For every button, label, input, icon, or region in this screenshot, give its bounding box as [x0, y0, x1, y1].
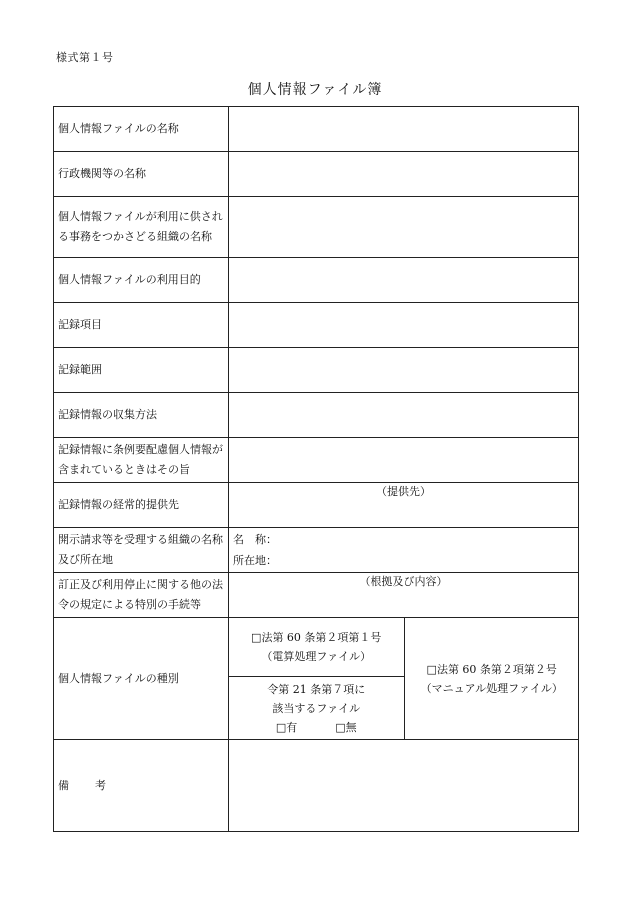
file-kind-cell: [229, 618, 579, 740]
table-row: [54, 258, 579, 303]
recipient-note: （提供先）: [376, 485, 431, 498]
contact-value-cell[interactable]: [229, 528, 579, 573]
article-21-line2: 該当するファイル: [272, 701, 361, 715]
row-label: 個人情報ファイルの利用目的: [54, 258, 229, 303]
row-label: 個人情報ファイルが利用に供される事務をつかさどる組織の名称: [54, 197, 229, 258]
organization-value-cell[interactable]: [229, 197, 579, 258]
manual-file-option[interactable]: [404, 618, 579, 739]
table-row: [54, 483, 579, 528]
sensitive-info-value-cell[interactable]: [229, 438, 579, 483]
row-label: 訂正及び利用停止に関する他の法令の規定による特別の手続等: [54, 573, 229, 618]
article-21-subsection: [229, 677, 404, 740]
article-21-line1: 令第 21 条第７項に: [267, 682, 366, 696]
row-label: 個人情報ファイルの種別: [54, 618, 229, 740]
special-procedure-note: （根拠及び内容）: [359, 575, 448, 588]
remarks-label: [54, 740, 229, 832]
agency-name-value-cell[interactable]: [229, 152, 579, 197]
row-label: 行政機関等の名称: [54, 152, 229, 197]
table-row: [54, 197, 579, 258]
file-kind-table: [229, 618, 579, 739]
row-label: 開示請求等を受理する組織の名称及び所在地: [54, 528, 229, 573]
table-row: [54, 152, 579, 197]
file-name-value-cell[interactable]: [229, 107, 579, 152]
no-checkbox[interactable]: □無: [335, 720, 357, 734]
electronic-file-caption: （電算処理ファイル）: [261, 650, 372, 663]
yes-checkbox[interactable]: □有: [275, 720, 298, 734]
table-row: [54, 107, 579, 152]
recipient-value-cell[interactable]: [229, 483, 579, 528]
remarks-label-1: 備: [58, 778, 69, 792]
record-scope-value-cell[interactable]: [229, 348, 579, 393]
page-title: 個人情報ファイル簿: [247, 82, 383, 98]
address-label: 所在地：: [233, 554, 277, 567]
row-label: 記録項目: [54, 303, 229, 348]
personal-info-file-register-table: [53, 106, 579, 832]
row-label: 記録情報の経常的提供先: [54, 483, 229, 528]
manual-file-caption: （マニュアル処理ファイル）: [420, 681, 563, 695]
row-label: 個人情報ファイルの名称: [54, 107, 229, 152]
remarks-label-2: 考: [95, 778, 106, 792]
table-row: [54, 393, 579, 438]
remarks-value-cell[interactable]: [229, 740, 579, 832]
electronic-file-checkbox-label: □法第 60 条第２項第１号: [251, 631, 382, 644]
table-row: [54, 348, 579, 393]
purpose-value-cell[interactable]: [229, 258, 579, 303]
row-label: 記録情報の収集方法: [54, 393, 229, 438]
row-label: 記録情報に条例要配慮個人情報が含まれているときはその旨: [54, 438, 229, 483]
collection-method-value-cell[interactable]: [229, 393, 579, 438]
table-row: [54, 740, 579, 832]
table-row: [54, 618, 579, 740]
table-row: [54, 528, 579, 573]
table-row: [54, 438, 579, 483]
table-row: [54, 573, 579, 618]
record-items-value-cell[interactable]: [229, 303, 579, 348]
manual-file-checkbox-label: □法第 60 条第２項第２号: [426, 662, 557, 676]
name-label: 名 称：: [233, 533, 277, 546]
electronic-file-option[interactable]: [229, 618, 404, 677]
table-row: [54, 303, 579, 348]
form-number: 様式第１号: [56, 51, 114, 64]
special-procedure-value-cell[interactable]: [229, 573, 579, 618]
row-label: 記録範囲: [54, 348, 229, 393]
